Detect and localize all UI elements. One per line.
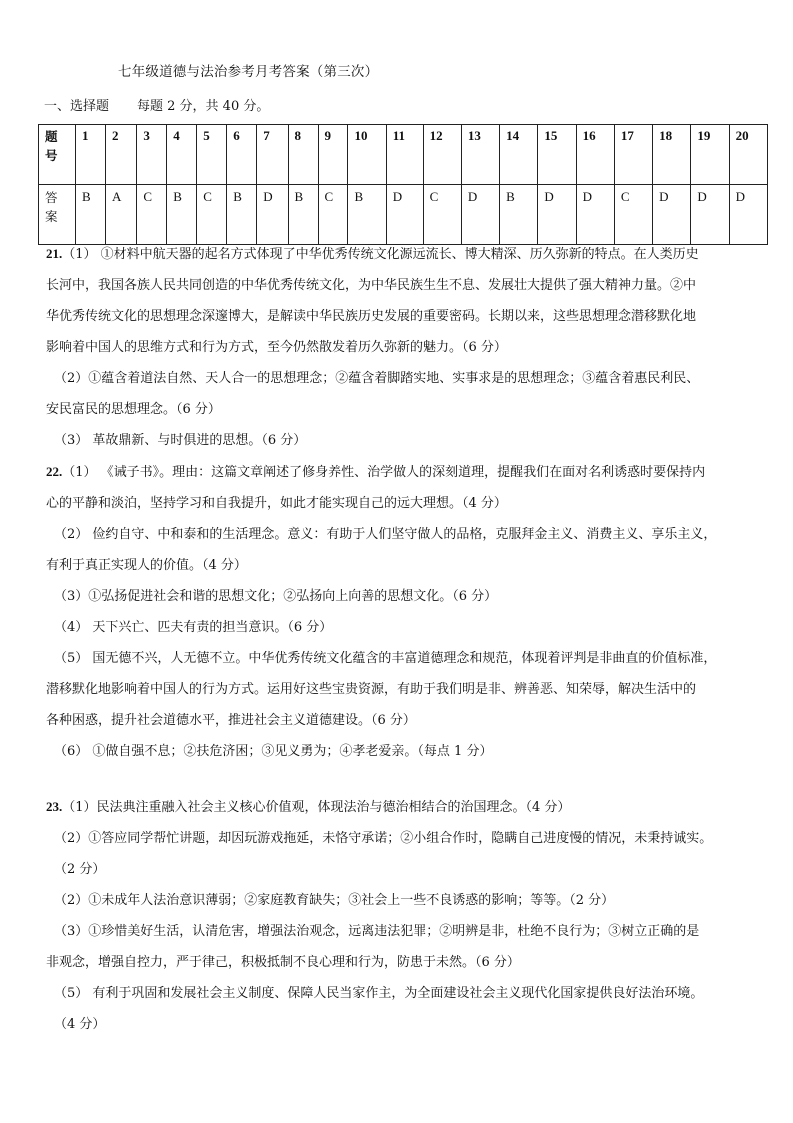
question-number: 20 xyxy=(729,125,767,185)
answer-cell: B xyxy=(288,185,318,245)
question-number: 11 xyxy=(386,125,423,185)
section-points: 每题 2 分，共 40 分。 xyxy=(137,99,270,114)
answer-cell: B xyxy=(76,185,106,245)
question-number: 6 xyxy=(227,125,257,185)
question-number-22: 22. xyxy=(46,464,63,479)
answer-cell: D xyxy=(386,185,423,245)
q22-part5-cont: 各种困惑，提升社会道德水平，推进社会主义道德建设。（6 分） xyxy=(46,713,416,728)
q23-part2: （2）①答应同学帮忙讲题，却因玩游戏拖延，未恪守承诺；②小组合作时，隐瞒自己进度慢的情况，未秉持诚实。 xyxy=(54,831,713,846)
q22-part2: （2） 俭约自守、中和泰和的生活理念。意义：有助于人们坚守做人的品格，克服拜金主义、消费主义、享乐主义， xyxy=(54,527,717,542)
question-number: 13 xyxy=(461,125,499,185)
q23-part2-cont: （2 分） xyxy=(54,862,106,877)
answer-cell: C xyxy=(614,185,652,245)
q21-part3: （3） 革故鼎新、与时俱进的思想。（6 分） xyxy=(54,433,307,448)
question-number: 3 xyxy=(137,125,167,185)
answer-cell: B xyxy=(167,185,197,245)
q21-part1-cont: 影响着中国人的思维方式和行为方式，至今仍然散发着历久弥新的魅力。（6 分） xyxy=(46,340,507,355)
question-number: 1 xyxy=(76,125,106,185)
question-number: 10 xyxy=(348,125,386,185)
q23-part5: （5） 有利于巩固和发展社会主义制度、保障人民当家作主，为全面建设社会主义现代化国家提供良好法治环境。 xyxy=(54,986,704,1001)
question-number: 15 xyxy=(538,125,576,185)
answer-cell: D xyxy=(257,185,288,245)
question-number: 9 xyxy=(318,125,348,185)
q22-part5: （5） 国无德不兴，人无德不立。中华优秀传统文化蕴含的丰富道德理念和规范，体现着评判是非曲直的价值标准， xyxy=(54,651,717,666)
spacer xyxy=(46,767,768,791)
question-number: 8 xyxy=(288,125,318,185)
answer-cell: C xyxy=(137,185,167,245)
q22-part3: （3）①弘扬促进社会和谐的思想文化；②弘扬向上向善的思想文化。（6 分） xyxy=(54,589,498,604)
section-title: 一、选择题 xyxy=(44,99,110,114)
answer-cell: C xyxy=(197,185,227,245)
section-heading xyxy=(44,95,269,114)
answer-cell: C xyxy=(423,185,461,245)
answer-row xyxy=(39,185,768,245)
answer-table xyxy=(38,124,768,245)
q22-part1: 22.（1） 《诫子书》。理由：这篇文章阐述了修身养性、治学做人的深刻道理，提醒我们在面对名利诱惑时要保持内 xyxy=(46,464,706,480)
answer-cell: D xyxy=(691,185,729,245)
q22-part2-cont: 有利于真正实现人的价值。（4 分） xyxy=(46,558,247,573)
answer-cell: A xyxy=(105,185,136,245)
question-number: 19 xyxy=(691,125,729,185)
q23-part5-cont: （4 分） xyxy=(54,1017,106,1032)
q23-part2b: （2）①未成年人法治意识薄弱；②家庭教育缺失；③社会上一些不良诱惑的影响；等等。（2 分） xyxy=(54,893,615,908)
question-number: 18 xyxy=(653,125,691,185)
question-number: 12 xyxy=(423,125,461,185)
question-number: 17 xyxy=(614,125,652,185)
q21-part2: （2）①蕴含着道法自然、天人合一的思想理念；②蕴含着脚踏实地、实事求是的思想理念；③蕴含着惠民利民、 xyxy=(54,371,700,386)
q22-part1-cont: 心的平静和淡泊，坚持学习和自我提升，如此才能实现自己的远大理想。（4 分） xyxy=(46,496,507,511)
q21-part1-cont: 长河中，我国各族人民共同创造的中华优秀传统文化，为中华民族生生不息、发展壮大提供了强大精神力量。②中 xyxy=(46,278,697,293)
q21-part1: 21.（1） ①材料中航天器的起名方式体现了中华优秀传统文化源远流长、博大精深、历久弥新的特点。在人类历史 xyxy=(46,246,699,262)
q23-part1: 23.（1）民法典注重融入社会主义核心价值观，体现法治与德治相结合的治国理念。（4 分） xyxy=(46,799,571,815)
document-title: 七年级道德与法治参考月考答案（第三次） xyxy=(118,64,379,80)
q21-part2-cont: 安民富民的思想理念。（6 分） xyxy=(46,402,221,417)
q23-part3: （3）①珍惜美好生活，认清危害，增强法治观念，远离违法犯罪；②明辨是非，杜绝不良行为；③树立正确的是 xyxy=(54,924,700,939)
q22-part6: （6） ①做自强不息；②扶危济困；③见义勇为；④孝老爱亲。（每点 1 分） xyxy=(54,744,493,759)
row-label-number: 题 号 xyxy=(39,125,76,185)
question-number: 14 xyxy=(500,125,538,185)
q22-part5-cont: 潜移默化地影响着中国人的行为方式。运用好这些宝贵资源，有助于我们明是非、辨善恶、知荣辱，解决生活中的 xyxy=(46,682,697,697)
row-label-answer: 答 案 xyxy=(39,185,76,245)
answer-cell: C xyxy=(318,185,348,245)
question-number: 2 xyxy=(105,125,136,185)
answer-cell: D xyxy=(729,185,767,245)
question-number: 4 xyxy=(167,125,197,185)
answer-content xyxy=(46,238,768,1040)
q23-part3-cont: 非观念，增强自控力，严于律己，积极抵制不良心理和行为，防患于未然。（6 分） xyxy=(46,955,520,970)
answer-cell: D xyxy=(576,185,614,245)
question-number-21: 21. xyxy=(46,246,63,261)
answer-cell: B xyxy=(348,185,386,245)
answer-cell: B xyxy=(500,185,538,245)
question-number: 7 xyxy=(257,125,288,185)
question-number: 16 xyxy=(576,125,614,185)
answer-cell: D xyxy=(461,185,499,245)
answer-cell: B xyxy=(227,185,257,245)
q22-part4: （4） 天下兴亡、匹夫有责的担当意识。（6 分） xyxy=(54,620,333,635)
question-number-row xyxy=(39,125,768,185)
question-number-23: 23. xyxy=(46,799,63,814)
answer-cell: D xyxy=(653,185,691,245)
question-number: 5 xyxy=(197,125,227,185)
q21-part1-cont: 华优秀传统文化的思想理念深邃博大，是解读中华民族历史发展的重要密码。长期以来，这些思想理念潜移默化地 xyxy=(46,309,697,324)
answer-cell: D xyxy=(538,185,576,245)
